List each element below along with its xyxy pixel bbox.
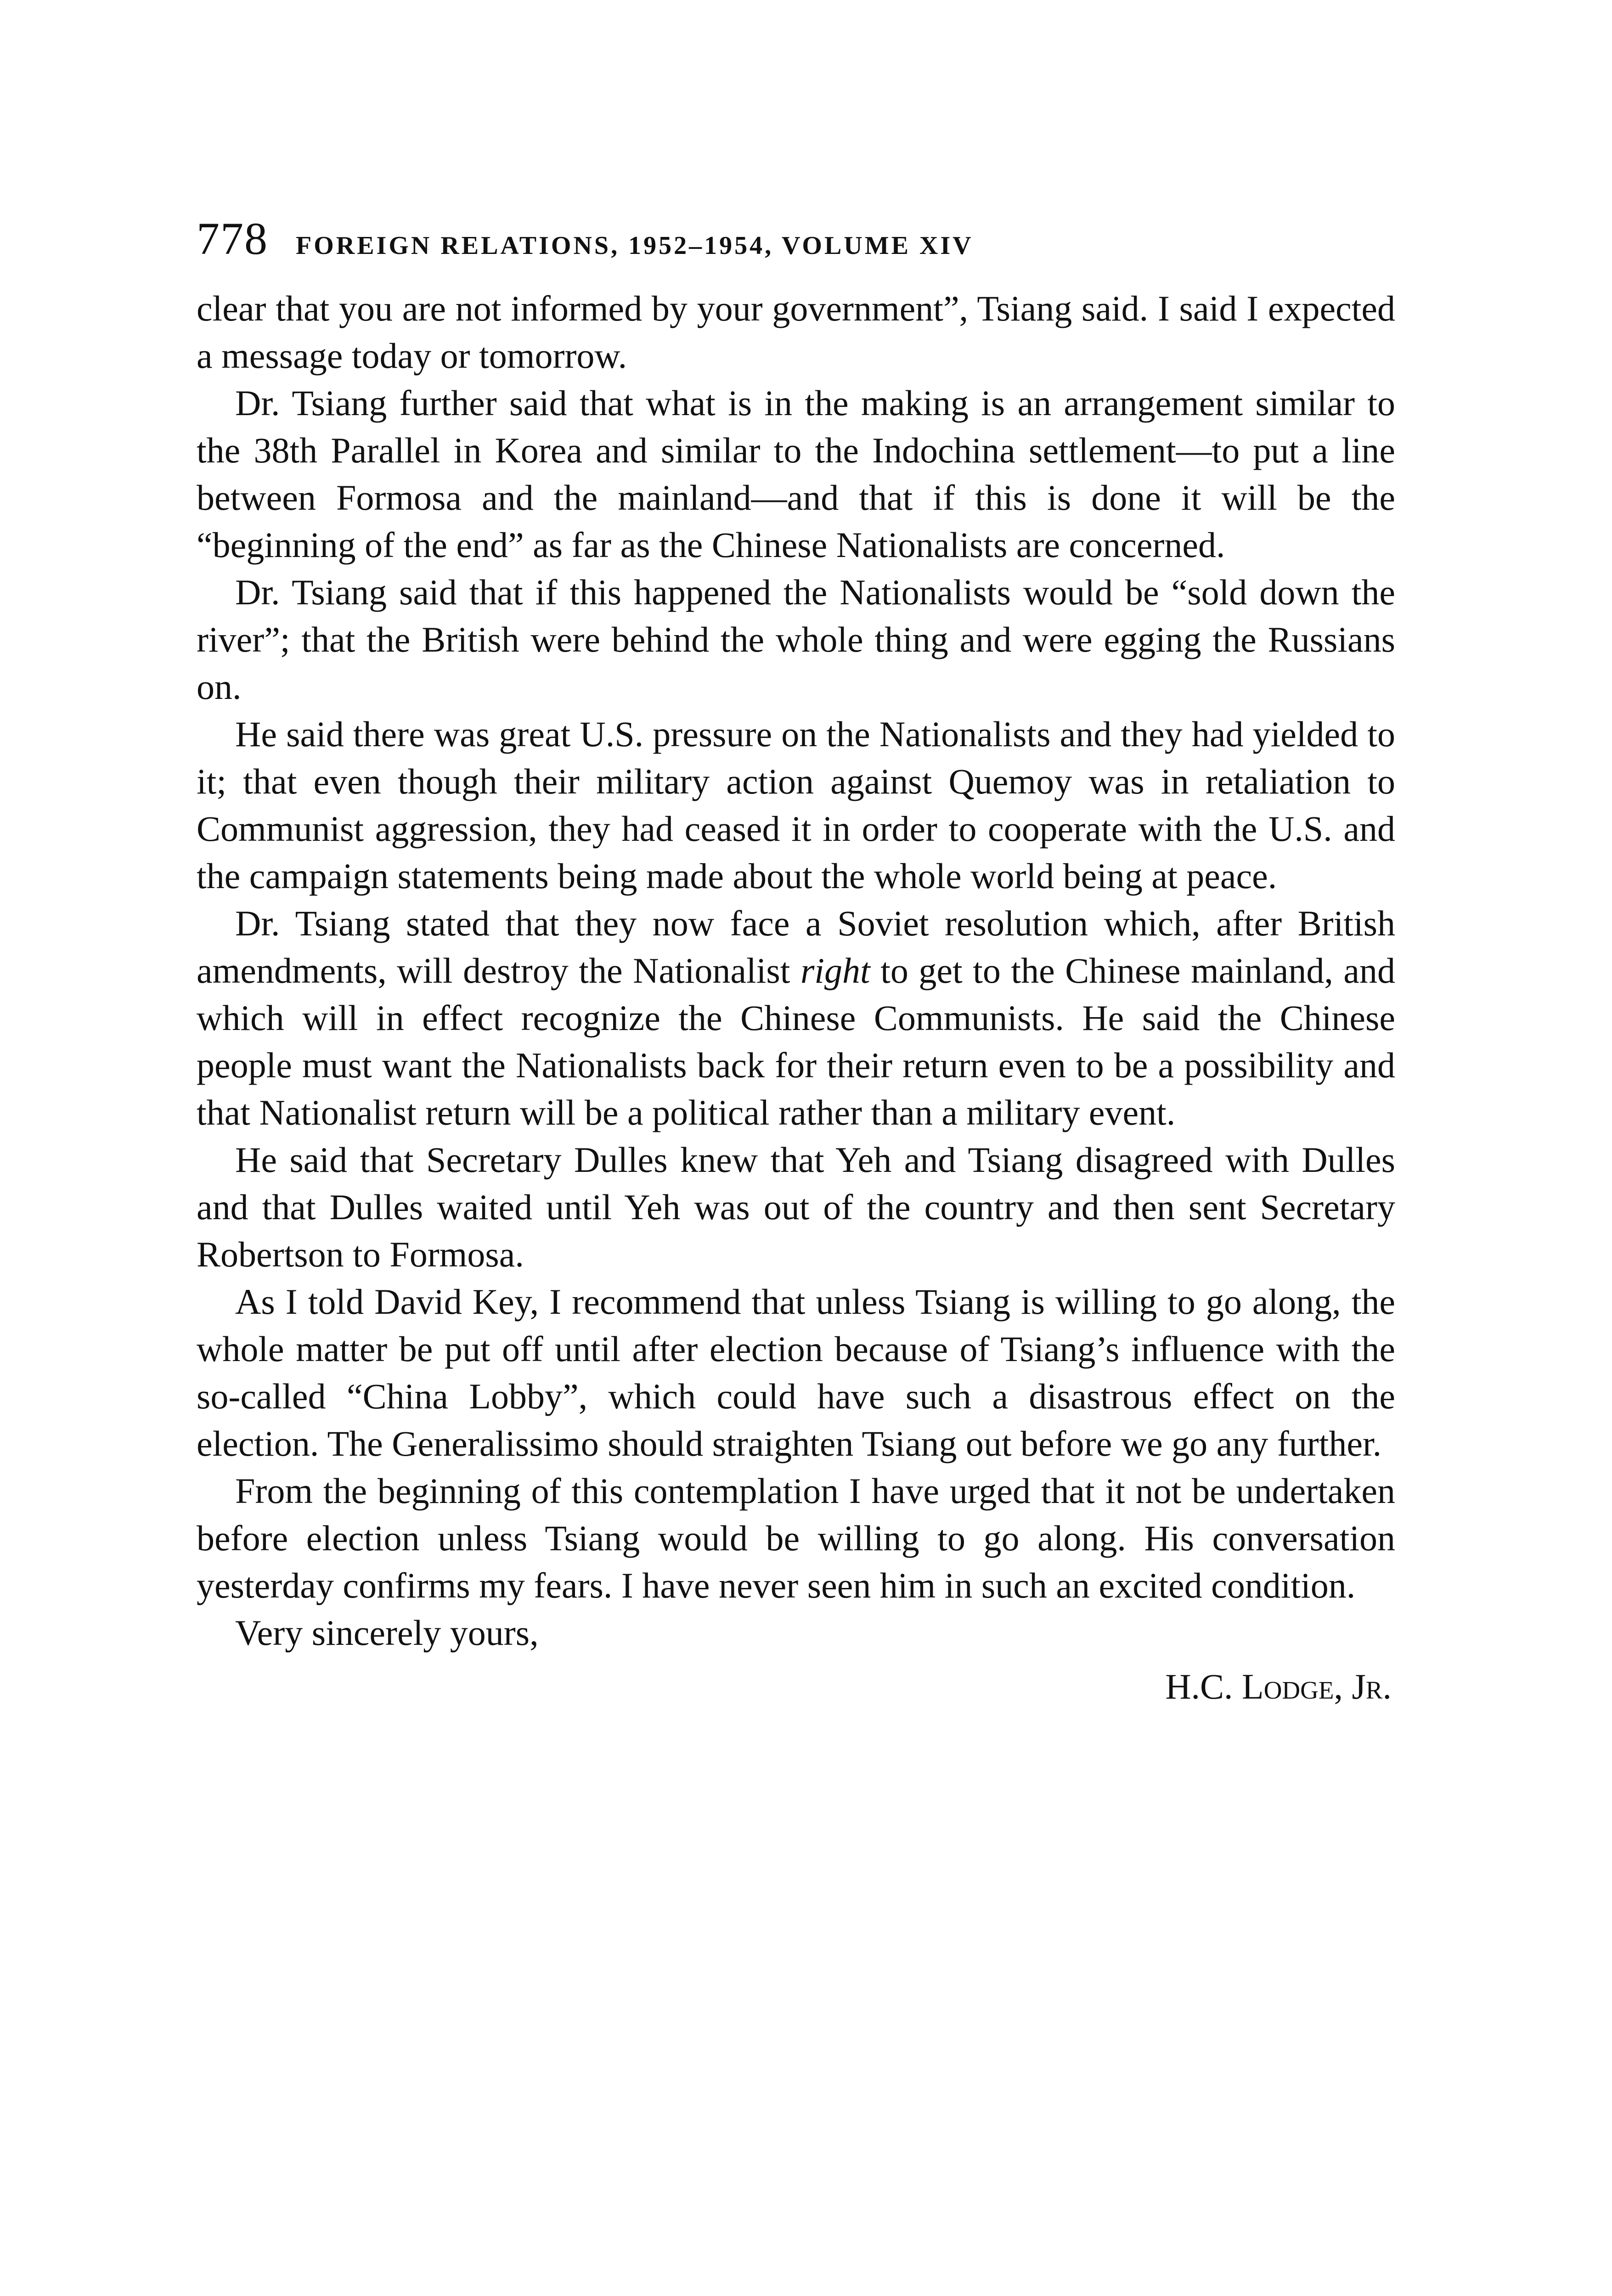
paragraph-8: From the beginning of this contemplation I have urged that it not be undertaken before election unless Tsiang would be willing to go along. His conversation yesterday confirms my fears. I have never seen him in such an excited condition.	[197, 1471, 1395, 1605]
paragraph-5	[197, 900, 1395, 1136]
paragraph-7: As I told David Key, I recommend that unless Tsiang is willing to go along, the whole matter be put off until after election because of Tsiang’s influence with the so-called “China Lobby”, which could have such a disastrous effect on the election. The Generalissimo should straighten Tsiang out before we go any further.	[197, 1282, 1395, 1463]
signature: H.C. Lodge, Jr.	[1165, 1666, 1392, 1706]
paragraph-2: Dr. Tsiang further said that what is in the making is an arrangement similar to the 38th Parallel in Korea and similar to the Indochina settlement—to put a line between Formosa and the mainland—and that if this is done it will be the “beginning of the end” as far as the Chinese Nationalists are concerned.	[197, 383, 1395, 565]
paragraph-4: He said there was great U.S. pressure on the Nationalists and they had yielded to it; that even though their military action against Quemoy was in retaliation to Communist aggression, they had ceased it in order to cooperate with the U.S. and the campaign statements being made about the whole world being at peace.	[197, 714, 1395, 896]
paragraph-3: Dr. Tsiang said that if this happened the Nationalists would be “sold down the river”; that the British were behind the whole thing and were egging the Russians on.	[197, 572, 1395, 707]
running-head-title: FOREIGN RELATIONS, 1952–1954, VOLUME XIV	[296, 231, 974, 260]
paragraph-1: clear that you are not informed by your government”, Tsiang said. I said I expected a message today or tomorrow.	[197, 288, 1395, 376]
document-page	[197, 213, 1395, 1710]
paragraph-5-before: Dr. Tsiang stated that they now face a Soviet resolution which, after British amendments, will destroy the Nationalist	[197, 903, 1395, 990]
letter-body	[197, 285, 1395, 1609]
paragraph-6: He said that Secretary Dulles knew that Yeh and Tsiang disagreed with Dulles and that Dulles waited until Yeh was out of the country and then sent Secretary Robertson to Formosa.	[197, 1140, 1395, 1274]
complimentary-close: Very sincerely yours,	[235, 1613, 539, 1653]
paragraph-5-emphasis: right	[800, 951, 870, 990]
paragraph-5-after: to get to the Chinese mainland, and which will in effect recognize the Chinese Communists. He said the Chinese people must want the Nationalists back for their return even to be a possibility and that Nationalist return will be a political rather than a military event.	[197, 951, 1395, 1132]
running-head	[197, 213, 1395, 285]
page-number: 778	[197, 213, 268, 264]
